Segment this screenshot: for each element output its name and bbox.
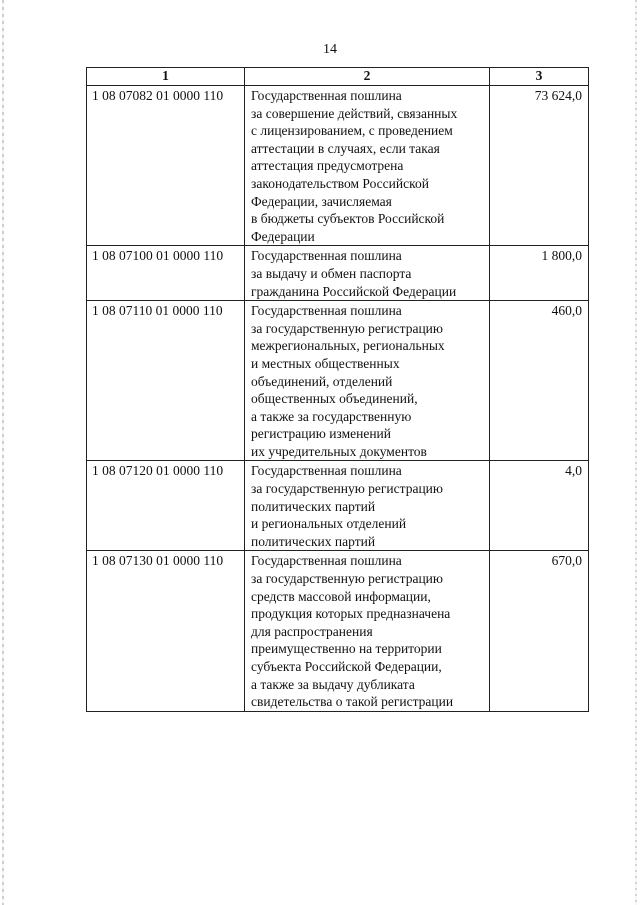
amount-cell: 670,0 <box>490 551 589 711</box>
description-cell <box>245 551 490 711</box>
description-line: для распространения <box>251 623 373 639</box>
description-line: за государственную регистрацию <box>251 320 443 336</box>
description-line: аттестация предусмотрена <box>251 158 404 174</box>
column-header-code: 1 <box>87 68 245 86</box>
description-line: и местных общественных <box>251 355 400 371</box>
description-line: в бюджеты субъектов Российской <box>251 211 445 227</box>
amount-cell: 460,0 <box>490 301 589 461</box>
budget-code-cell: 1 08 07082 01 0000 110 <box>87 86 245 246</box>
description-line: Государственная пошлина <box>251 553 402 569</box>
amount-cell: 4,0 <box>490 461 589 551</box>
fee-table <box>86 67 589 712</box>
description-line: и региональных отделений <box>251 516 407 532</box>
description-line: Государственная пошлина <box>251 248 402 264</box>
table-row <box>87 551 589 711</box>
budget-code-cell: 1 08 07120 01 0000 110 <box>87 461 245 551</box>
description-line: их учредительных документов <box>251 443 427 459</box>
description-line: субъекта Российской Федерации, <box>251 659 442 674</box>
description-line: межрегиональных, региональных <box>251 338 445 354</box>
description-line: регистрацию изменений <box>251 426 392 442</box>
scan-edge-right <box>635 0 637 905</box>
description-line: Федерации, зачисляемая <box>251 193 392 209</box>
scan-edge-left <box>2 0 4 905</box>
description-cell <box>245 301 490 461</box>
description-line: законодательством Российской <box>251 175 429 191</box>
header-row <box>87 68 589 86</box>
description-line: гражданина Российской Федерации <box>251 283 457 299</box>
description-cell <box>245 86 490 246</box>
table-row <box>87 301 589 461</box>
description-line: Федерации <box>251 228 315 244</box>
description-line: общественных объединений, <box>251 391 418 407</box>
description-line: объединений, отделений <box>251 373 393 389</box>
description-line: продукция которых предназначена <box>251 606 451 622</box>
description-line: средств массовой информации, <box>251 588 431 604</box>
description-line: свидетельства о такой регистрации <box>251 694 454 710</box>
amount-cell: 73 624,0 <box>490 86 589 246</box>
description-line: а также за выдачу дубликата <box>251 676 415 692</box>
description-line: политических партий <box>251 533 376 549</box>
description-line: а также за государственную <box>251 408 412 424</box>
description-line: за выдачу и обмен паспорта <box>251 265 412 281</box>
description-line: с лицензированием, с проведением <box>251 123 453 139</box>
table-row <box>87 246 589 301</box>
description-line: преимущественно на территории <box>251 641 442 657</box>
description-line: Государственная пошлина <box>251 463 402 479</box>
description-line: Государственная пошлина <box>251 88 402 103</box>
description-line: за совершение действий, связанных <box>251 105 458 121</box>
budget-code-cell: 1 08 07110 01 0000 110 <box>87 301 245 461</box>
column-header-description: 2 <box>245 68 490 86</box>
description-cell <box>245 461 490 551</box>
description-line: политических партий <box>251 498 376 514</box>
column-header-amount: 3 <box>490 68 589 86</box>
description-cell <box>245 246 490 301</box>
budget-code-cell: 1 08 07130 01 0000 110 <box>87 551 245 711</box>
description-line: за государственную регистрацию <box>251 481 443 497</box>
description-line: за государственную регистрацию <box>251 571 443 587</box>
table-row <box>87 461 589 551</box>
amount-cell: 1 800,0 <box>490 246 589 301</box>
budget-code-cell: 1 08 07100 01 0000 110 <box>87 246 245 301</box>
table-row <box>87 86 589 246</box>
page-number: 14 <box>323 42 337 57</box>
description-line: аттестации в случаях, если такая <box>251 140 440 156</box>
description-line: Государственная пошлина <box>251 303 402 319</box>
